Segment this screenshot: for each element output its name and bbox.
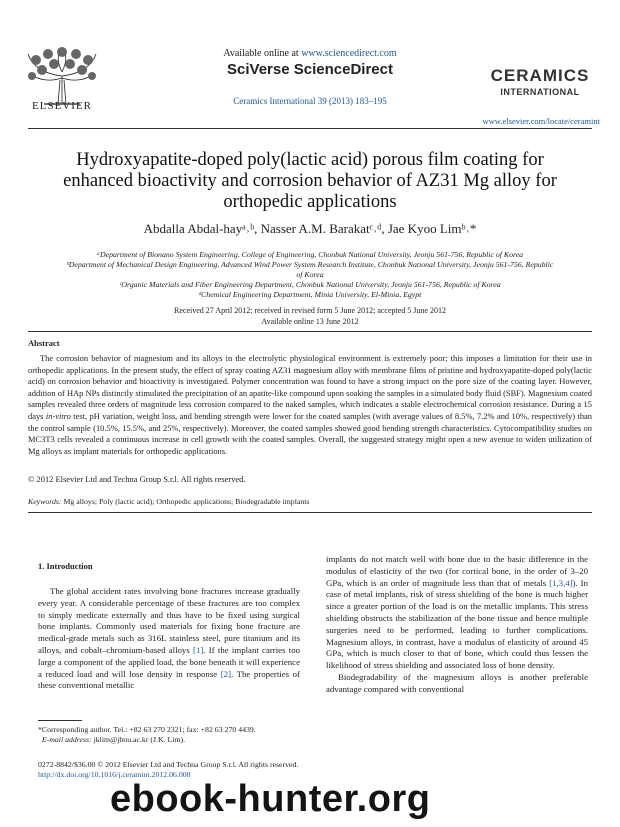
issn-copyright: 0272-8842/$36.00 © 2012 Elsevier Ltd and Techna Group S.r.l. All rights reserved. [38, 760, 299, 769]
title-line-1: Hydroxyapatite-doped poly(lactic acid) porous film coating for [76, 150, 544, 170]
affiliation-b: ᵇDepartment of Mechanical Design Engineering, Advanced Wind Power System Research Institute, Chonbuk National University, Jeonju 561-756, Republic [66, 260, 554, 269]
intro-left-column [38, 586, 300, 692]
citation-link-1[interactable]: [1] [193, 644, 204, 655]
publisher-logo-text: ELSEVIER [32, 100, 92, 112]
title-line-3: orthopedic applications [223, 192, 397, 212]
corresponding-footnote [38, 725, 256, 745]
author-list: Abdalla Abdal-hayᵃ˒ᵇ, Nasser A.M. Barakatᶜ˒ᵈ, Jae Kyoo Limᵇ˒* [143, 221, 477, 236]
abstract-top-rule [28, 331, 592, 332]
abstract-bottom-rule [28, 512, 592, 513]
affiliation-a: ᵃDepartment of Bionano System Engineering, College of Engineering, Chonbuk National University, Jeonju 561-756, Republic of Korea [96, 250, 524, 259]
keywords-label: Keywords: [28, 497, 62, 506]
footnote-rule [38, 720, 82, 721]
abstract-text-1: The corrosion behavior of magnesium and its alloys in the electrolytic physiological environment is extremely poor; this imposes a limitation for their use in orthopedic applications. In the present study, the effect of spray coating AZ31 magnesium alloy with membrane films of pristine and hydroxyapatite-doped poly(lactic acid) on corrosion behavior and bioactivity is investigated. Polymer concentration was found to have a strong impact on the pore size of the coating layer. However, addition of HAp NPs distinctly stimulated the precipitation of an apatite-like compound upon soaking the samples in a simulated body fluid (SBF). Magnesium coated samples revealed three orders of magnitude less corrosion compared to the naked samples, which indicates a stable electrochemical corrosion resistance. During a 15 days [28, 353, 592, 421]
sciverse-text: SciVerse ScienceDirect [227, 61, 393, 78]
affiliation-c: ᶜOrganic Materials and Fiber Engineering Department, Chonbuk National University, Jeonju 561-756, Republic of Korea [119, 280, 501, 289]
sciencedirect-link[interactable]: www.sciencedirect.com [301, 48, 397, 59]
email-address[interactable]: jklim@jbnu.ac.kr (J.K. Lim). [91, 735, 186, 744]
corresponding-author: *Corresponding author. Tel.: +82 63 270 2321; fax: +82 63 270 4439. [38, 725, 256, 734]
journal-logo [470, 66, 610, 97]
email-line [38, 735, 256, 745]
doi-link[interactable]: http://dx.doi.org/10.1016/j.ceramint.2012.06.008 [38, 770, 191, 779]
keywords-line [28, 497, 309, 506]
journal-url-link[interactable]: www.elsevier.com/locate/ceramint [482, 116, 600, 126]
watermark-text: ebook-hunter.org [110, 778, 431, 820]
article-footer [38, 760, 298, 780]
intro-left-text-a: The global accident rates involving bone fractures increase gradually every year. A considerable percentage of these fractures are too complex to simply medicate externally and thus have to be fixed using surgical bone implants. Commonly used materials for fixing bone fracture are medical-grade metals such as 316L stainless steel, pure titanium and its alloys, and cobalt–chromium-based alloys [38, 586, 300, 655]
affiliation-d: ᵈChemical Engineering Department, Minia University, El-Minia, Egypt [198, 290, 422, 299]
intro-right-text-b: ). In case of metal implants, risk of stress shielding of the bone is much higher since a greater portion of the load is on the metallic implants. This stress shielding obstructs the stabilization of the bone tissue and hence multiple surgeries need to be performed, leading to further complications. Magnesium alloys, in contrast, have a modulus of elasticity of around 45 GPa, which is much closer to that of bone, which could thus lessen the likelihood of stress shielding and associated loss of bone density. [326, 577, 588, 671]
intro-left-text-c: . The properties of these conventional metallic [38, 668, 300, 691]
article-title [30, 150, 590, 213]
journal-reference[interactable]: Ceramics International 39 (2013) 183–195 [233, 96, 387, 106]
affiliation-b-cont: of Korea [296, 270, 324, 279]
intro-right-column [326, 554, 588, 696]
title-line-2: enhanced bioactivity and corrosion behavior of AZ31 Mg alloy for [63, 171, 557, 191]
intro-right-paragraph-1 [326, 554, 588, 672]
abstract-body [28, 353, 592, 457]
abstract-italic: in-vitro [45, 410, 71, 421]
keywords-list: Mg alloys; Poly (lactic acid); Orthopedic applications; Biodegradable implants [61, 497, 310, 506]
availability-line [0, 48, 620, 59]
available-prefix: Available online at [223, 48, 302, 59]
intro-left-text-b: . If the implant carries too large a component of the applied load, the bone beneath it will experience a reduced load and will lose density in response [38, 644, 301, 679]
abstract-text-2: test, pH variation, weight loss, and bending strength were lower for the coated samples (with average values of 8.5%, 7.2% and 10%, respectively) than the control sample (10.5%, 15.5%, and 25%, respectively). Moreover, the coated samples showed good bending strength characteristics. Cytocompatibility studies on MC3T3 cells revealed a continuous increase in cell growth with the coated samples. Overall, the suggested strategy might open a new avenue to widen utilization of Mg alloys as implant materials for orthopedic applications. [28, 410, 593, 456]
email-label: E-mail address: [41, 735, 92, 744]
journal-logo-line2: INTERNATIONAL [500, 87, 580, 97]
received-dates: Received 27 April 2012; received in revised form 5 June 2012; accepted 5 June 2012 [174, 306, 446, 315]
abstract-copyright: © 2012 Elsevier Ltd and Techna Group S.r.l. All rights reserved. [28, 474, 246, 484]
header-rule [28, 128, 592, 129]
journal-logo-line1: CERAMICS [490, 66, 590, 85]
intro-right-paragraph-2: Biodegradability of the magnesium alloys is another preferable advantage compared with conventional [326, 671, 588, 694]
intro-right-text-a: implants do not match well with bone due to the basic difference in the modulus of elasticity of the two (for cortical bone, in the order of 3–20 GPa, which is an order of magnitude less than that of metals [326, 554, 588, 588]
section-heading-introduction: 1. Introduction [38, 561, 93, 571]
citation-link-2[interactable]: [2] [220, 668, 232, 679]
online-date: Available online 13 June 2012 [261, 317, 359, 326]
abstract-heading: Abstract [28, 338, 60, 348]
citation-link-3[interactable]: [1,3,4] [549, 577, 573, 588]
